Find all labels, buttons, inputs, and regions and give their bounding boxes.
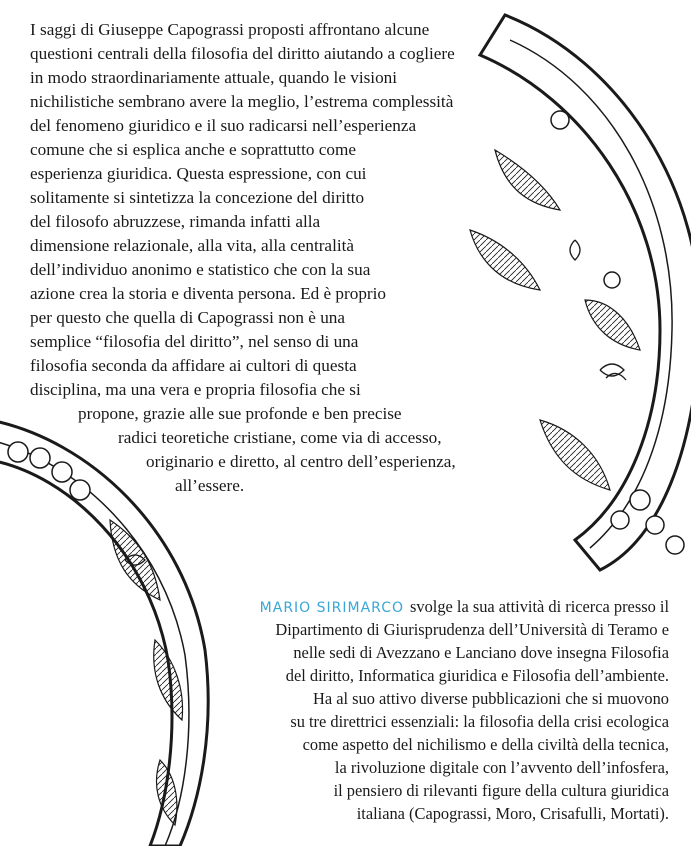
bio-line: Ha al suo attivo diverse pubblicazioni che si muovono xyxy=(313,689,669,708)
blurb-line: dell’individuo anonimo e statistico che con la sua xyxy=(30,260,371,279)
blurb-line: disciplina, ma una vera e propria filosofia che si xyxy=(30,380,361,399)
blurb-line: radici teoretiche cristiane, come via di accesso, xyxy=(118,428,442,447)
bio-first-line-text: svolge la sua attività di ricerca presso il xyxy=(410,597,669,616)
bio-line: come aspetto del nichilismo e della civiltà della tecnica, xyxy=(302,735,669,754)
blurb-line: del filosofo abruzzese, rimanda infatti alla xyxy=(30,212,321,231)
author-name: MARIO SIRIMARCO xyxy=(259,600,405,616)
blurb-line: del fenomeno giuridico e il suo radicarsi nell’esperienza xyxy=(30,116,417,135)
bio-line: la rivoluzione digitale con l’avvento dell’infosfera, xyxy=(334,758,669,777)
blurb-line: dimensione relazionale, alla vita, alla centralità xyxy=(30,236,355,255)
bio-line: italiana (Capograssi, Moro, Crisafulli, Mortati). xyxy=(356,804,669,823)
blurb-line: comune che si esplica anche e soprattutto come xyxy=(30,140,356,159)
blurb-line: semplice “filosofia del diritto”, nel senso di una xyxy=(30,332,359,351)
blurb-line: nichilistiche sembrano avere la meglio, l’estrema complessità xyxy=(30,92,454,111)
bio-line: su tre direttrici essenziali: la filosofia della crisi ecologica xyxy=(290,712,669,731)
blurb-line: questioni centrali della filosofia del diritto aiutando a cogliere xyxy=(30,44,455,63)
bio-line: Dipartimento di Giurisprudenza dell’Università di Teramo e xyxy=(275,620,669,639)
blurb-line: propone, grazie alle sue profonde e ben precise xyxy=(78,404,402,423)
blurb-line: in modo straordinariamente attuale, quando le visioni xyxy=(30,68,398,87)
bio-line: il pensiero di rilevanti figure della cultura giuridica xyxy=(333,781,669,800)
ornamental-ring-top-right xyxy=(470,15,691,570)
blurb-line: originario e diretto, al centro dell’esperienza, xyxy=(146,452,456,471)
blurb-line: filosofia seconda da affidare ai cultori di questa xyxy=(30,356,357,375)
blurb-line: all’essere. xyxy=(175,476,245,495)
blurb-line: esperienza giuridica. Questa espressione, con cui xyxy=(30,164,367,183)
blurb-line: per questo che quella di Capograssi non è una xyxy=(30,308,346,327)
blurb-line: I saggi di Giuseppe Capograssi proposti affrontano alcune xyxy=(30,20,430,39)
bio-line: del diritto, Informatica giuridica e Filosofia dell’ambiente. xyxy=(285,666,669,685)
bio-line: nelle sedi di Avezzano e Lanciano dove insegna Filosofia xyxy=(293,643,669,662)
blurb-line: solitamente si sintetizza la concezione del diritto xyxy=(30,188,365,207)
blurb-line: azione crea la storia e diventa persona. Ed è proprio xyxy=(30,284,387,303)
bio-first-line xyxy=(260,596,669,620)
